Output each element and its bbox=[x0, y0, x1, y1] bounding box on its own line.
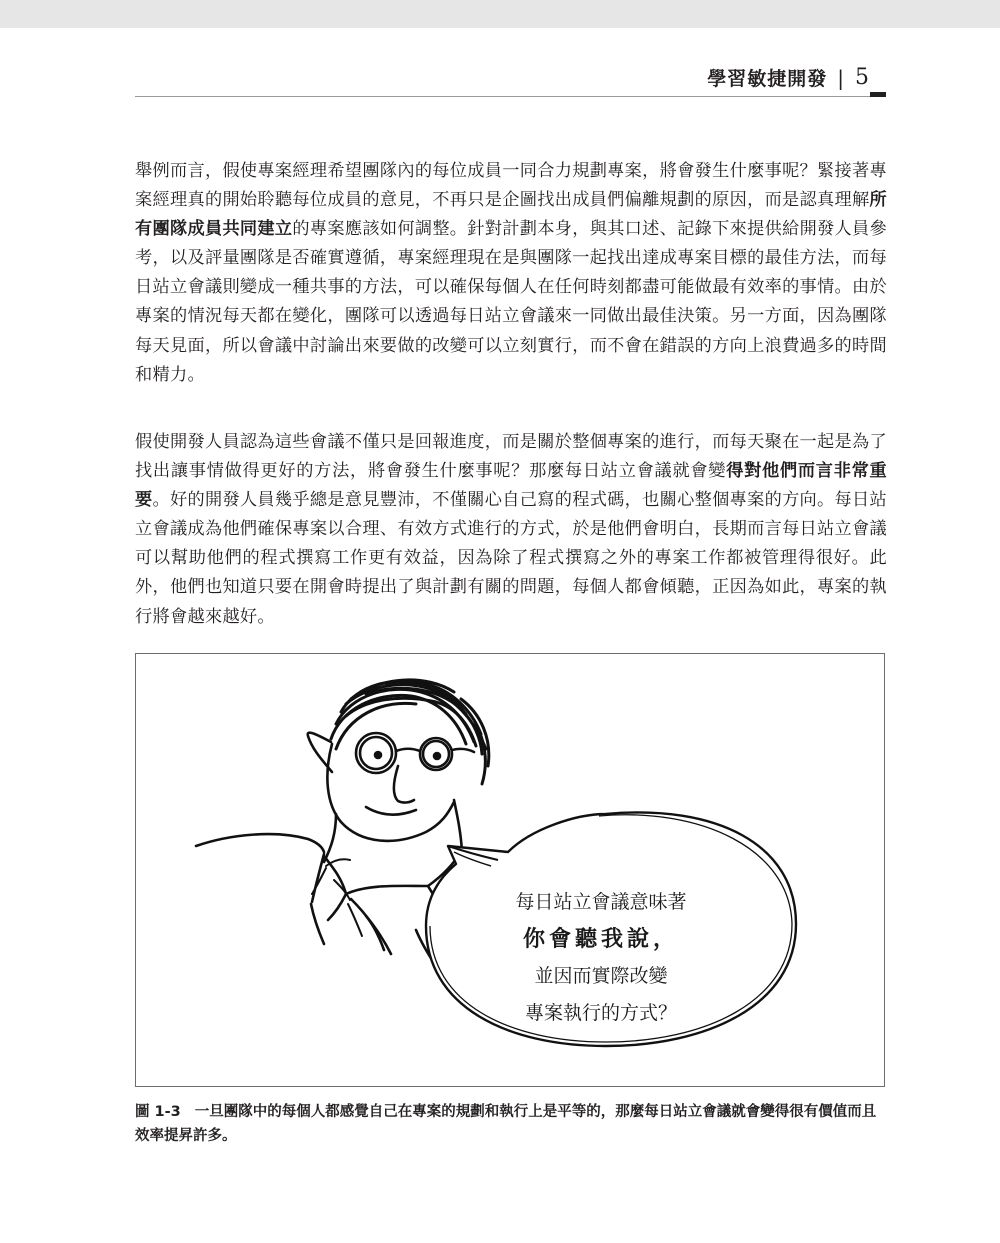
paragraph-1-text-a: 舉例而言，假使專案經理希望團隊內的每位成員一同合力規劃專案，將會發生什麼事呢？緊接著專案經理真的開始聆聽每位成員的意見，不再只是企圖找出成員們偏離規劃的原因，而是認真理解 bbox=[135, 161, 887, 211]
mouth-outline bbox=[366, 807, 416, 815]
bubble-line-1: 每日站立會議意味著 bbox=[515, 891, 687, 913]
body-paragraph-1 bbox=[135, 157, 887, 390]
paragraph-2-emphasis: 得對他們而言非常重要 bbox=[135, 461, 888, 511]
shirt-line bbox=[351, 899, 391, 954]
figure-caption bbox=[135, 1100, 887, 1148]
hair-scribble bbox=[331, 680, 489, 784]
header-separator: | bbox=[837, 65, 845, 90]
running-header bbox=[707, 64, 870, 91]
caption-label: 圖 1-3 bbox=[135, 1104, 181, 1120]
speech-bubble-text bbox=[466, 884, 736, 1032]
nose-outline bbox=[394, 766, 414, 803]
header-rule bbox=[135, 96, 870, 97]
left-shoulder bbox=[196, 834, 324, 852]
chapter-title: 學習敏捷開發 bbox=[707, 68, 828, 90]
bubble-line-2: 你會聽我說， bbox=[522, 926, 679, 952]
paragraph-1-text-b: 的專案應該如何調整。針對計劃本身，與其口述、記錄下來提供給開發人員參考，以及評量團隊是否確實遵循，專案經理現在是與團隊一起找出達成專案目標的最佳方法，而每日站立會議則變成一種共事的方法，可以確保每個人在任何時刻都盡可能做最有效率的事情。由於專案的情況每天都在變化，團隊可以透過每日站立會議來一同做出最佳決策。另一方面，因為團隊每天見面，所以會議中討論出來要做的改變可以立刻實行，而不會在錯誤的方向上浪費過多的時間和精力。 bbox=[135, 219, 888, 385]
paragraph-1-emphasis: 所有團隊成員共同建立 bbox=[135, 190, 887, 240]
bubble-line-4: 專案執行的方式？ bbox=[524, 1002, 677, 1024]
header-thumb-mark bbox=[870, 92, 886, 97]
figure-1-3 bbox=[135, 653, 885, 1087]
body-paragraph-2 bbox=[135, 428, 887, 632]
paragraph-2-text-b: 。好的開發人員幾乎總是意見豐沛，不僅關心自己寫的程式碼，也關心整個專案的方向。每日站立會議成為他們確保專案以合理、有效方式進行的方式，於是他們會明白，長期而言每日站立會議可以幫助他們的程式撰寫工作更有效益，因為除了程式撰寫之外的專案工作都被管理得很好。此外，他們也知道只要在開會時提出了與計劃有關的問題，每個人都會傾聽，正因為如此，專案的執行將會越來越好。 bbox=[135, 490, 887, 627]
paragraph-2-text-a: 假使開發人員認為這些會議不僅只是回報進度，而是關於整個專案的進行，而每天聚在一起是為了找出讓事情做得更好的方法，將會發生什麼事呢？那麼每日站立會議就會變 bbox=[135, 432, 887, 482]
neck-outline bbox=[324, 814, 336, 862]
caption-text: 一旦團隊中的每個人都感覺自己在專案的規劃和執行上是平等的，那麼每日站立會議就會變得很有價值而且效率提昇許多。 bbox=[135, 1104, 877, 1144]
top-margin-strip bbox=[0, 0, 1000, 28]
page-number: 5 bbox=[855, 65, 870, 90]
bubble-line-3: 並因而實際改變 bbox=[534, 965, 668, 987]
